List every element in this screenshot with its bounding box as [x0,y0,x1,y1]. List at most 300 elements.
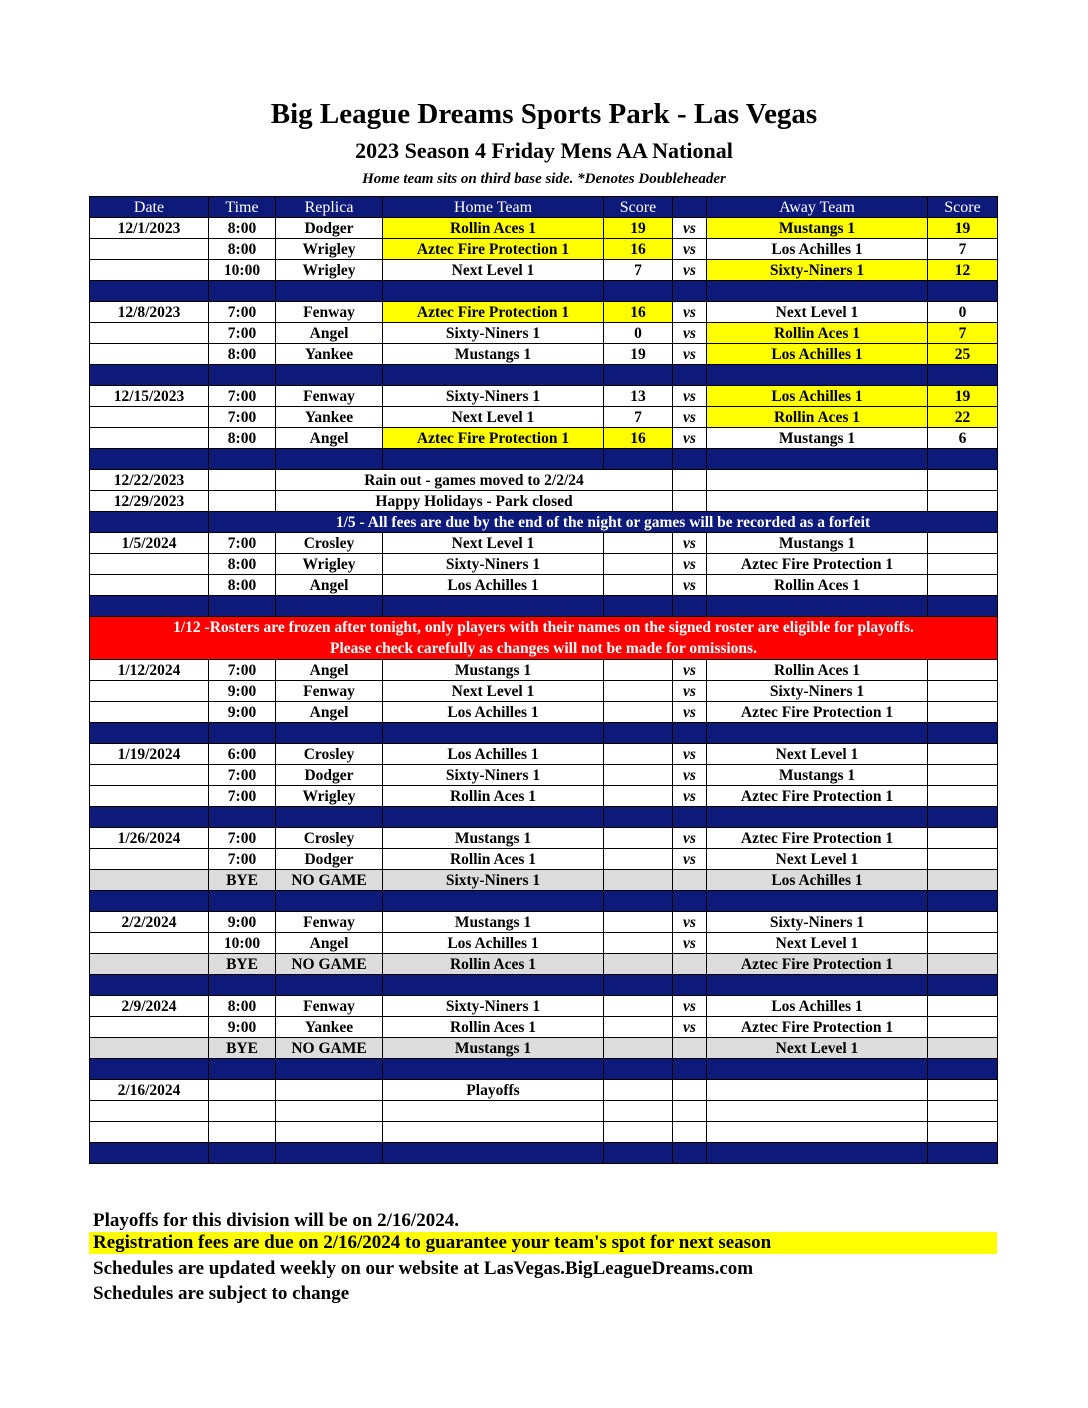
separator-cell [276,365,383,386]
vs-cell [673,1080,707,1101]
vs-cell: vs [673,323,707,344]
away-score-cell: 22 [928,407,998,428]
date-cell [90,849,209,870]
game-row [90,554,998,575]
home-score-cell [604,912,673,933]
game-row [90,386,998,407]
separator-row [90,975,998,996]
home-team-cell: Rollin Aces 1 [383,218,604,239]
home-score-cell [604,702,673,723]
away-score-cell: 19 [928,386,998,407]
vs-cell: vs [673,260,707,281]
date-cell [90,954,209,975]
separator-cell [90,1143,209,1164]
away-team-cell: Rollin Aces 1 [707,407,928,428]
separator-cell [673,1143,707,1164]
vs-cell: vs [673,849,707,870]
date-cell: 12/1/2023 [90,218,209,239]
separator-cell [707,1143,928,1164]
vs-cell: vs [673,996,707,1017]
schedule-table [89,196,998,1164]
game-row [90,912,998,933]
separator-cell [90,281,209,302]
away-team-cell [707,1122,928,1143]
date-cell [90,870,209,891]
home-score-cell [604,786,673,807]
date-cell: 1/19/2024 [90,744,209,765]
date-cell: 1/12/2024 [90,660,209,681]
home-team-cell: Sixty-Niners 1 [383,386,604,407]
separator-cell [707,281,928,302]
home-score-cell: 13 [604,386,673,407]
vs-cell: vs [673,702,707,723]
separator-row [90,596,998,617]
away-team-cell: Los Achilles 1 [707,239,928,260]
home-team-note: Home team sits on third base side. *Denotes Doubleheader [362,171,726,187]
vs-cell [673,1101,707,1122]
alert-line-2: Please check carefully as changes will not be made for omissions. [330,640,757,657]
separator-cell [90,449,209,470]
replica-cell: Wrigley [276,786,383,807]
away-team-cell: Next Level 1 [707,1038,928,1059]
vs-cell: vs [673,744,707,765]
replica-cell: Angel [276,575,383,596]
game-row [90,702,998,723]
away-team-cell: Rollin Aces 1 [707,323,928,344]
replica-cell: NO GAME [276,870,383,891]
away-score-cell [928,765,998,786]
header-date: Date [90,197,209,218]
page-title: Big League Dreams Sports Park - Las Vegas [270,98,818,130]
separator-row [90,891,998,912]
notice-row [90,512,998,533]
vs-cell: vs [673,786,707,807]
replica-cell: Crosley [276,744,383,765]
separator-cell [276,1143,383,1164]
home-team-cell [383,1101,604,1122]
separator-cell [90,891,209,912]
separator-row [90,1143,998,1164]
separator-cell [673,975,707,996]
replica-cell: Wrigley [276,260,383,281]
game-row [90,407,998,428]
separator-cell [90,365,209,386]
home-team-cell: Aztec Fire Protection 1 [383,428,604,449]
message-cell: Rain out - games moved to 2/2/24 [276,470,673,491]
home-team-cell: Mustangs 1 [383,344,604,365]
separator-cell [276,281,383,302]
away-score-cell [928,870,998,891]
replica-cell: Crosley [276,533,383,554]
replica-cell: Fenway [276,302,383,323]
separator-row [90,365,998,386]
game-row [90,323,998,344]
home-team-cell: Rollin Aces 1 [383,954,604,975]
game-row [90,428,998,449]
separator-cell [209,891,276,912]
separator-cell [604,891,673,912]
away-score-cell: 12 [928,260,998,281]
game-row [90,533,998,554]
away-score-cell: 25 [928,344,998,365]
date-cell [90,239,209,260]
home-score-cell: 16 [604,239,673,260]
date-cell [90,554,209,575]
date-cell: 1/26/2024 [90,828,209,849]
home-team-cell: Next Level 1 [383,533,604,554]
separator-cell [604,281,673,302]
game-row [90,302,998,323]
separator-cell [276,975,383,996]
game-row [90,765,998,786]
separator-row [90,1059,998,1080]
separator-cell [209,1059,276,1080]
header-away-score: Score [928,197,998,218]
date-cell: 12/29/2023 [90,491,209,512]
date-cell [90,933,209,954]
separator-cell [707,723,928,744]
separator-cell [209,807,276,828]
time-cell: 7:00 [209,323,276,344]
home-score-cell: 16 [604,428,673,449]
header-vs [673,197,707,218]
time-cell: 8:00 [209,996,276,1017]
home-score-cell [604,1038,673,1059]
time-cell: 10:00 [209,260,276,281]
replica-cell: Yankee [276,407,383,428]
date-cell [90,1038,209,1059]
away-team-cell: Los Achilles 1 [707,996,928,1017]
separator-cell [383,596,604,617]
vs-cell: vs [673,428,707,449]
separator-cell [707,449,928,470]
replica-cell: Crosley [276,828,383,849]
time-cell: 8:00 [209,344,276,365]
game-row [90,660,998,681]
away-team-cell: Sixty-Niners 1 [707,260,928,281]
separator-cell [604,975,673,996]
time-cell: 9:00 [209,681,276,702]
vs-cell: vs [673,681,707,702]
separator-cell [673,807,707,828]
time-cell: 7:00 [209,765,276,786]
separator-cell [90,596,209,617]
home-team-cell: Sixty-Niners 1 [383,323,604,344]
away-score-cell: 7 [928,323,998,344]
header-home-team: Home Team [383,197,604,218]
away-score-cell [928,744,998,765]
home-score-cell: 19 [604,218,673,239]
home-score-cell [604,954,673,975]
away-team-cell: Aztec Fire Protection 1 [707,828,928,849]
date-cell [90,260,209,281]
home-team-cell: Mustangs 1 [383,828,604,849]
separator-cell [928,1059,998,1080]
separator-cell [383,365,604,386]
game-row [90,744,998,765]
alert-line-1: 1/12 -Rosters are frozen after tonight, only players with their names on the signed roster are eligible for playoffs. [173,619,914,636]
vs-cell: vs [673,933,707,954]
time-cell [209,1101,276,1122]
separator-cell [383,1143,604,1164]
game-row [90,260,998,281]
message-cell: Happy Holidays - Park closed [276,491,673,512]
time-cell: 9:00 [209,1017,276,1038]
time-cell: 9:00 [209,912,276,933]
separator-cell [276,1059,383,1080]
game-row [90,1017,998,1038]
separator-cell [604,449,673,470]
separator-cell [604,365,673,386]
date-cell: 12/15/2023 [90,386,209,407]
time-cell: 10:00 [209,933,276,954]
separator-cell [383,1059,604,1080]
notice-spacer [90,512,209,533]
replica-cell [276,1101,383,1122]
time-cell: 7:00 [209,533,276,554]
bye-row [90,1038,998,1059]
time-cell: 7:00 [209,386,276,407]
roster-alert-cell [90,617,998,660]
away-team-cell: Los Achilles 1 [707,386,928,407]
separator-cell [90,807,209,828]
away-score-cell [928,575,998,596]
separator-cell [707,1059,928,1080]
away-team-cell: Aztec Fire Protection 1 [707,1017,928,1038]
separator-row [90,723,998,744]
home-team-cell: Mustangs 1 [383,912,604,933]
away-team-cell: Sixty-Niners 1 [707,912,928,933]
home-score-cell [604,870,673,891]
season-subtitle: 2023 Season 4 Friday Mens AA National [355,138,733,163]
time-cell [209,491,276,512]
replica-cell [276,1122,383,1143]
vs-cell [673,870,707,891]
home-score-cell [604,933,673,954]
replica-cell: Angel [276,702,383,723]
home-team-cell: Sixty-Niners 1 [383,996,604,1017]
replica-cell: Wrigley [276,239,383,260]
separator-cell [928,449,998,470]
change-note: Schedules are subject to change [93,1283,350,1304]
replica-cell: Fenway [276,386,383,407]
separator-cell [90,1059,209,1080]
separator-cell [209,723,276,744]
date-cell: 12/22/2023 [90,470,209,491]
separator-cell [604,807,673,828]
separator-cell [383,281,604,302]
vs-cell: vs [673,302,707,323]
time-cell: 8:00 [209,428,276,449]
away-score-cell [928,1101,998,1122]
date-cell: 2/2/2024 [90,912,209,933]
away-team-cell [707,491,928,512]
playoffs-note: Playoffs for this division will be on 2/16/2024. [93,1210,459,1231]
away-team-cell: Rollin Aces 1 [707,575,928,596]
vs-cell: vs [673,386,707,407]
game-row [90,786,998,807]
replica-cell: Yankee [276,1017,383,1038]
home-score-cell [604,554,673,575]
home-score-cell [604,996,673,1017]
away-score-cell [928,912,998,933]
away-score-cell: 19 [928,218,998,239]
notice-cell: 1/5 - All fees are due by the end of the night or games will be recorded as a forfeit [209,512,998,533]
registration-note: Registration fees are due on 2/16/2024 to guarantee your team's spot for next season [89,1232,997,1254]
vs-cell: vs [673,239,707,260]
time-cell [209,1080,276,1101]
replica-cell: Angel [276,933,383,954]
separator-cell [604,723,673,744]
separator-cell [673,1059,707,1080]
away-team-cell: Aztec Fire Protection 1 [707,954,928,975]
vs-cell: vs [673,218,707,239]
time-cell: 7:00 [209,849,276,870]
date-cell: 2/16/2024 [90,1080,209,1101]
game-row [90,1122,998,1143]
replica-cell: Yankee [276,344,383,365]
away-team-cell [707,1101,928,1122]
separator-cell [673,596,707,617]
game-row [90,828,998,849]
away-team-cell: Aztec Fire Protection 1 [707,702,928,723]
away-score-cell [928,533,998,554]
away-team-cell: Next Level 1 [707,849,928,870]
bye-row [90,870,998,891]
separator-cell [604,1143,673,1164]
replica-cell: Angel [276,660,383,681]
separator-cell [604,596,673,617]
replica-cell: Angel [276,428,383,449]
home-score-cell: 16 [604,302,673,323]
away-score-cell [928,996,998,1017]
separator-cell [209,449,276,470]
separator-cell [383,807,604,828]
home-team-cell: Sixty-Niners 1 [383,765,604,786]
separator-cell [928,281,998,302]
replica-cell: Fenway [276,681,383,702]
away-score-cell [928,828,998,849]
vs-cell: vs [673,828,707,849]
home-team-cell: Next Level 1 [383,681,604,702]
separator-cell [383,975,604,996]
time-cell: 8:00 [209,575,276,596]
vs-cell: vs [673,575,707,596]
replica-cell: Fenway [276,996,383,1017]
away-score-cell [928,1080,998,1101]
separator-cell [383,723,604,744]
away-score-cell [928,933,998,954]
away-score-cell [928,786,998,807]
vs-cell [673,954,707,975]
home-score-cell [604,1122,673,1143]
separator-cell [928,723,998,744]
separator-cell [707,365,928,386]
away-team-cell: Rollin Aces 1 [707,660,928,681]
game-row [90,344,998,365]
separator-cell [383,449,604,470]
separator-cell [673,723,707,744]
away-team-cell: Los Achilles 1 [707,344,928,365]
replica-cell: Dodger [276,849,383,870]
time-cell: 7:00 [209,302,276,323]
vs-cell [673,470,707,491]
date-cell [90,681,209,702]
game-row [90,1080,998,1101]
replica-cell: Fenway [276,912,383,933]
home-score-cell [604,660,673,681]
time-cell: 7:00 [209,828,276,849]
time-cell [209,1122,276,1143]
home-score-cell [604,1017,673,1038]
separator-cell [928,807,998,828]
home-score-cell: 19 [604,344,673,365]
separator-cell [928,596,998,617]
time-cell: BYE [209,954,276,975]
separator-row [90,281,998,302]
date-cell: 1/5/2024 [90,533,209,554]
date-cell [90,1017,209,1038]
time-cell: 7:00 [209,786,276,807]
away-score-cell [928,849,998,870]
away-score-cell: 7 [928,239,998,260]
separator-row [90,807,998,828]
time-cell: 8:00 [209,218,276,239]
separator-cell [707,807,928,828]
replica-cell: NO GAME [276,1038,383,1059]
home-score-cell [604,828,673,849]
header-row [90,197,998,218]
home-team-cell: Playoffs [383,1080,604,1101]
time-cell: 7:00 [209,407,276,428]
away-team-cell: Aztec Fire Protection 1 [707,554,928,575]
bye-row [90,954,998,975]
home-team-cell: Los Achilles 1 [383,702,604,723]
game-row [90,996,998,1017]
away-score-cell [928,660,998,681]
vs-cell: vs [673,765,707,786]
separator-cell [707,891,928,912]
separator-cell [928,891,998,912]
separator-cell [276,807,383,828]
separator-cell [209,365,276,386]
home-score-cell [604,681,673,702]
time-cell: 8:00 [209,554,276,575]
away-team-cell: Next Level 1 [707,302,928,323]
vs-cell [673,1038,707,1059]
vs-cell: vs [673,407,707,428]
separator-cell [707,975,928,996]
separator-cell [276,449,383,470]
date-cell [90,344,209,365]
separator-cell [209,281,276,302]
away-score-cell: 0 [928,302,998,323]
home-score-cell: 7 [604,260,673,281]
away-team-cell: Next Level 1 [707,744,928,765]
separator-cell [209,596,276,617]
date-cell [90,1101,209,1122]
date-cell: 2/9/2024 [90,996,209,1017]
away-score-cell [928,470,998,491]
game-row [90,239,998,260]
replica-cell: NO GAME [276,954,383,975]
time-cell: 8:00 [209,239,276,260]
separator-cell [383,891,604,912]
home-score-cell [604,1101,673,1122]
separator-cell [673,449,707,470]
separator-cell [209,1143,276,1164]
time-cell: 9:00 [209,702,276,723]
